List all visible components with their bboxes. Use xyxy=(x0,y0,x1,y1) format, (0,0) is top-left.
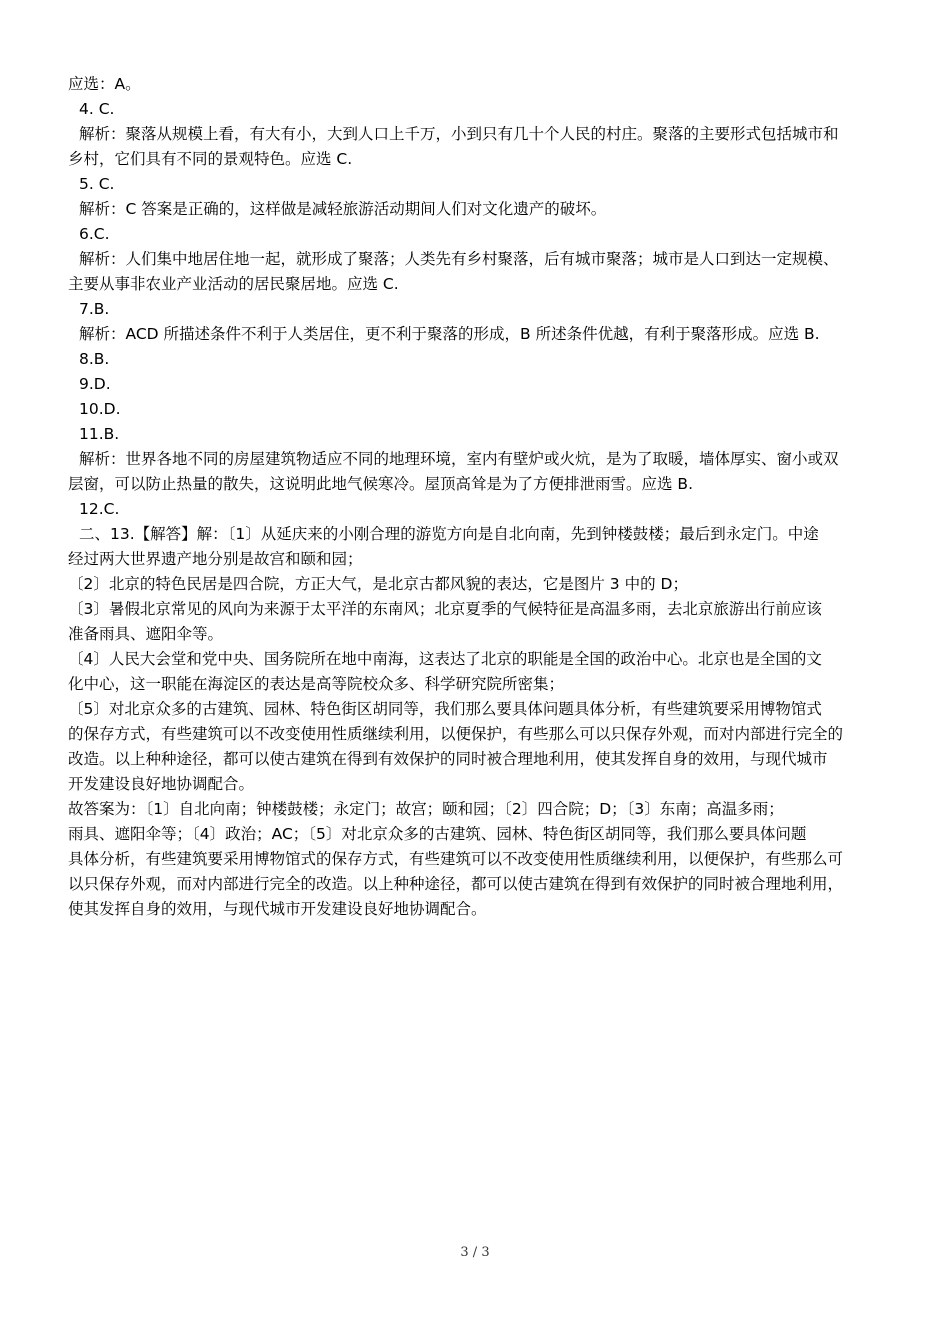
text-line: 应选：A。 xyxy=(68,75,141,93)
text-line: 具体分析，有些建筑要采用博物馆式的保存方式，有些建筑可以不改变使用性质继续利用，以便保护，有些那么可 xyxy=(68,850,844,868)
text-line: 5. C. xyxy=(79,175,115,193)
text-line: 解析：世界各地不同的房屋建筑物适应不同的地理环境，室内有壁炉或火炕，是为了取暖，墙体厚实、窗小或双 xyxy=(79,450,839,468)
text-line: 〔4〕人民大会堂和党中央、国务院所在地中南海，这表达了北京的职能是全国的政治中心。北京也是全国的文 xyxy=(68,650,822,668)
text-line: 化中心，这一职能在海淀区的表达是高等院校众多、科学研究院所密集； xyxy=(68,675,565,693)
text-line: 8.B. xyxy=(79,350,110,368)
text-line: 层窗，可以防止热量的散失，这说明此地气候寒冷。屋顶高耸是为了方便排泄雨雪。应选 B. xyxy=(68,475,693,493)
text-line: 解析：C 答案是正确的，这样做是减轻旅游活动期间人们对文化遗产的破坏。 xyxy=(79,200,607,218)
text-line: 〔3〕暑假北京常见的风向为来源于太平洋的东南风；北京夏季的气候特征是高温多雨，去北京旅游出行前应该 xyxy=(68,600,822,618)
text-line: 以只保存外观，而对内部进行完全的改造。以上种种途径，都可以使古建筑在得到有效保护的同时被合理地利用， xyxy=(68,875,844,893)
text-line: 6.C. xyxy=(79,225,110,243)
text-line: 乡村，它们具有不同的景观特色。应选 C. xyxy=(68,150,353,168)
text-line: 经过两大世界遗产地分别是故宫和颐和园； xyxy=(68,550,363,568)
text-line: 雨具、遮阳伞等；〔4〕政治；AC；〔5〕对北京众多的古建筑、园林、特色街区胡同等，我们那么要具体问题 xyxy=(68,825,807,843)
text-line: 〔5〕对北京众多的古建筑、园林、特色街区胡同等，我们那么要具体问题具体分析，有些建筑要采用博物馆式 xyxy=(68,700,822,718)
text-line: 主要从事非农业产业活动的居民聚居地。应选 C. xyxy=(68,275,399,293)
text-line: 解析：ACD 所描述条件不利于人类居住，更不利于聚落的形成，B 所述条件优越，有利于聚落形成。应选 B. xyxy=(79,325,820,343)
text-line: 〔2〕北京的特色民居是四合院，方正大气，是北京古都风貌的表达，它是图片 3 中的 D； xyxy=(68,575,688,593)
text-line: 12.C. xyxy=(79,500,120,518)
page-number: 3 / 3 xyxy=(460,1245,490,1260)
text-line: 故答案为：〔1〕自北向南；钟楼鼓楼；永定门；故宫；颐和园；〔2〕四合院；D；〔3〕东南；高温多雨； xyxy=(68,800,784,818)
text-line: 二、13.【解答】解：〔1〕从延庆来的小刚合理的游览方向是自北向南，先到钟楼鼓楼；最后到永定门。中途 xyxy=(79,525,819,543)
text-line: 开发建设良好地协调配合。 xyxy=(68,775,255,793)
text-line: 7.B. xyxy=(79,300,110,318)
text-line: 准备雨具、遮阳伞等。 xyxy=(68,625,224,643)
text-line: 9.D. xyxy=(79,375,111,393)
text-line: 解析：聚落从规模上看，有大有小，大到人口上千万，小到只有几十个人民的村庄。聚落的主要形式包括城市和 xyxy=(79,125,839,143)
text-line: 的保存方式，有些建筑可以不改变使用性质继续利用，以便保护，有些那么可以只保存外观，而对内部进行完全的 xyxy=(68,725,844,743)
text-line: 10.D. xyxy=(79,400,121,418)
text-line: 11.B. xyxy=(79,425,120,443)
document-body xyxy=(68,72,894,922)
text-line: 使其发挥自身的效用，与现代城市开发建设良好地协调配合。 xyxy=(68,900,487,918)
text-line: 4. C. xyxy=(79,100,115,118)
text-line: 改造。以上种种途径，都可以使古建筑在得到有效保护的同时被合理地利用，使其发挥自身的效用，与现代城市 xyxy=(68,750,828,768)
text-line: 解析：人们集中地居住地一起，就形成了聚落；人类先有乡村聚落，后有城市聚落；城市是人口到达一定规模、 xyxy=(79,250,839,268)
